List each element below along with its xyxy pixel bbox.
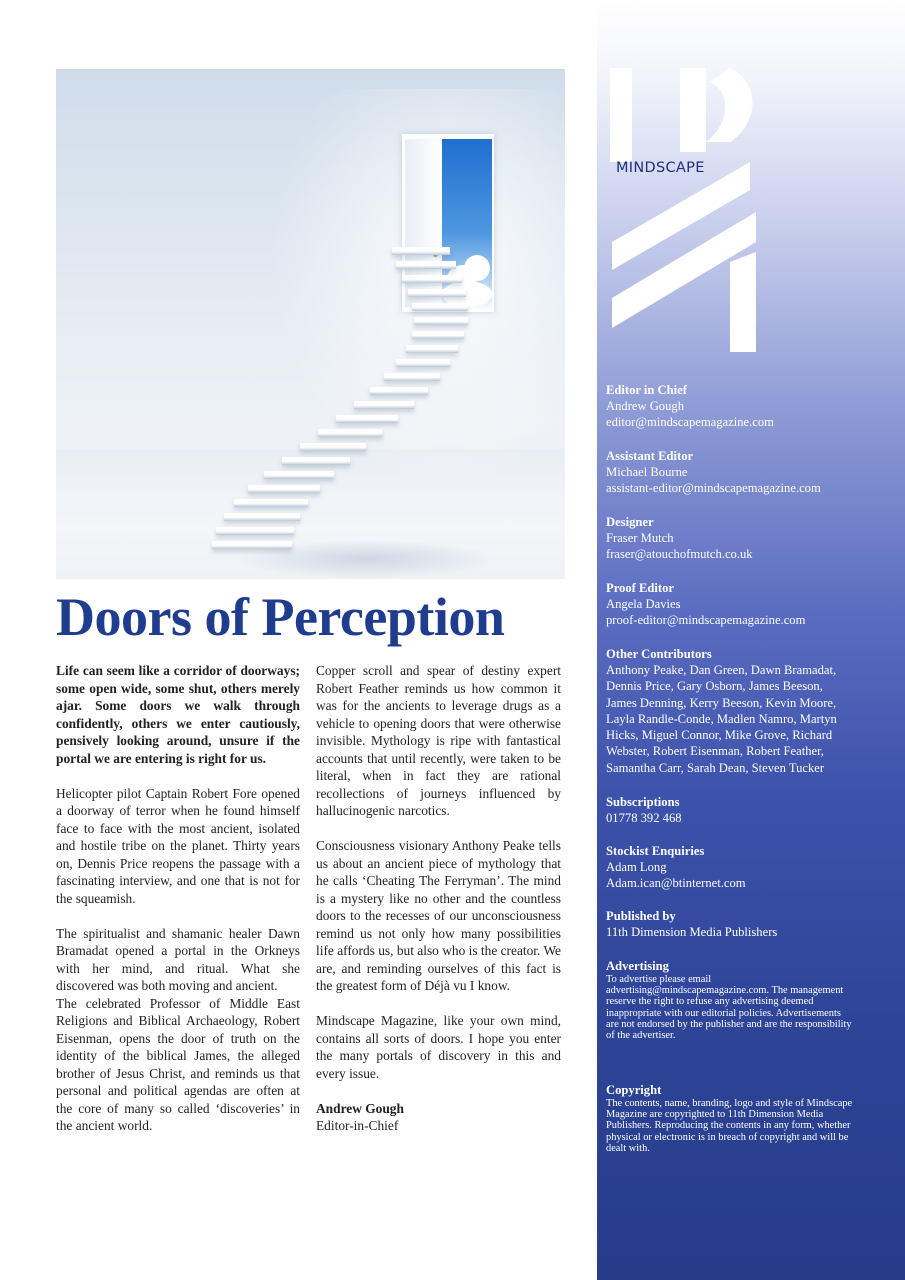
stair-step — [392, 247, 450, 255]
credit-name: Michael Bourne — [606, 465, 688, 479]
credit-heading: Proof Editor — [606, 581, 674, 595]
article-paragraph: Helicopter pilot Captain Robert Fore opened a doorway of terror when he found himself face to face with the most ancient, isolated and hostile tribe on the planet. Thirty years on, Dennis Price reopens the passage with a fascinating interview, and one that is not for the squeamish. — [56, 785, 300, 906]
article-title: Doors of Perception — [56, 587, 505, 647]
stair-step — [282, 457, 350, 465]
credit-email: fraser@atouchofmutch.co.uk — [606, 547, 753, 562]
article-right-column — [316, 662, 561, 1135]
mindscape-logo-icon — [610, 62, 760, 362]
logo-stroke — [706, 68, 753, 142]
publisher-name: 11th Dimension Media Publishers — [606, 925, 778, 939]
credit-name: Adam Long — [606, 860, 667, 874]
stair-step — [412, 303, 468, 311]
credit-assistant-editor — [606, 448, 896, 497]
stair-step — [216, 527, 294, 535]
article-left-column — [56, 662, 300, 1152]
credit-editor-in-chief — [606, 382, 896, 431]
credit-stockist-enquiries — [606, 843, 896, 892]
copyright-text: The contents, name, branding, logo and style of Mindscape Magazine are copyrighted to 11th Dimension Media Publishers. Reproducing the contents in any form, whether physical or electronic is in breach of copyright and will be dealt with. — [606, 1098, 853, 1154]
stair-step — [396, 359, 450, 367]
stair-step — [234, 499, 308, 507]
logo-stroke — [610, 68, 632, 162]
stair-step — [264, 471, 334, 479]
signature-role: Editor-in-Chief — [316, 1118, 399, 1133]
article-paragraph: Mindscape Magazine, like your own mind, contains all sorts of doors. I hope you enter the many portals of discovery in this and every issue. — [316, 1013, 561, 1081]
credit-proof-editor — [606, 580, 896, 629]
article-paragraph: The celebrated Professor of Middle East Religions and Biblical Archaeology, Robert Eisenman, opens the door of truth on the identity of the biblical James, the alleged brother of Jesus Christ, and reminds us that personal and political agendas are often at the core of many so called ‘discoveries’ in the ancient world. — [56, 995, 300, 1133]
credit-email: Adam.ican@btinternet.com — [606, 876, 746, 891]
stair-step — [396, 261, 456, 269]
article-paragraph: Consciousness visionary Anthony Peake tells us about an ancient piece of mythology that he calls ‘Cheating The Ferryman’. The mind is a mystery like no other and the countless doors to the recesses of our unconsciousness remind us not only how many possibilities life affords us, but also who is the creator. We are, and reminding ourselves of this fact is the greatest form of Déjà vu I know. — [316, 838, 561, 993]
credit-designer — [606, 514, 896, 563]
stair-step — [224, 513, 300, 521]
credit-heading: Other Contributors — [606, 647, 712, 661]
credit-heading: Copyright — [606, 1083, 662, 1097]
stair-step — [406, 345, 458, 353]
credit-name: Fraser Mutch — [606, 531, 674, 545]
credit-email: editor@mindscapemagazine.com — [606, 415, 774, 430]
stair-step — [414, 317, 468, 325]
article-paragraph: The spiritualist and shamanic healer Dawn Bramadat opened a portal in the Orkneys with her mind, and ritual. What she discovered was both moving and ancient. — [56, 925, 300, 993]
credit-subscriptions — [606, 794, 896, 826]
credit-heading: Stockist Enquiries — [606, 844, 705, 858]
stair-step — [318, 429, 382, 437]
credit-heading: Published by — [606, 909, 676, 923]
credit-other-contributors — [606, 646, 854, 776]
credit-copyright — [606, 1082, 856, 1154]
stair-step — [212, 541, 292, 549]
stair-step — [300, 443, 366, 451]
stair-step — [354, 401, 414, 409]
article-intro-paragraph: Life can seem like a corridor of doorways; some open wide, some shut, others merely ajar. Some doors we walk through confidently, others we enter cautiously, pensively looking around, unsure if the portal we are entering is right for us. — [56, 663, 300, 766]
logo-stroke — [730, 252, 756, 352]
credit-heading: Assistant Editor — [606, 449, 694, 463]
stair-step — [408, 289, 466, 297]
advertising-text: To advertise please email advertising@mindscapemagazine.com. The management reserve the right to refuse any advertising deemed inappropriate with our editorial policies. Advertisements are not endorsed by the publisher and are the responsibility of the advertiser. — [606, 974, 852, 1042]
logo-stroke — [680, 68, 706, 152]
hero-image-door-staircase — [56, 69, 565, 579]
stair-step — [384, 373, 440, 381]
article-paragraph: Copper scroll and spear of destiny expert Robert Feather reminds us how common it was for the ancients to leverage drugs as a vehicle to opening doors that were otherwise invisible. Mythology is ripe with fantastical accounts that until recently, were taken to be literal, when in fact they are rational recollections of journeys influenced by hallucinogenic narcotics. — [316, 663, 561, 818]
stair-step — [402, 275, 462, 283]
stair-step — [336, 415, 398, 423]
credit-email: proof-editor@mindscapemagazine.com — [606, 613, 806, 628]
signature-name: Andrew Gough — [316, 1100, 404, 1116]
cloud — [464, 255, 490, 281]
stair-step — [248, 485, 320, 493]
credit-heading: Editor in Chief — [606, 383, 687, 397]
stair-step — [370, 387, 428, 395]
credit-name: Angela Davies — [606, 597, 681, 611]
credit-published-by — [606, 908, 896, 940]
credit-heading: Subscriptions — [606, 795, 680, 809]
stair-step — [412, 331, 464, 339]
contributors-list: Anthony Peake, Dan Green, Dawn Bramadat, Dennis Price, Gary Osborn, James Beeson, James Denning, Kerry Beeson, Kevin Moore, Layla Randle-Conde, Madlen Namro, Martyn Hicks, Miguel Connor, Mike Grove, Richard Webster, Robert Eisenman, Robert Feather, Samantha Carr, Sarah Dean, Steven Tucker — [606, 663, 837, 775]
logo-wordmark: MINDSCAPE — [616, 160, 705, 176]
credit-email: assistant-editor@mindscapemagazine.com — [606, 481, 821, 496]
credit-name: Andrew Gough — [606, 399, 684, 413]
credit-heading: Advertising — [606, 959, 669, 973]
credit-heading: Designer — [606, 515, 654, 529]
credit-advertising — [606, 958, 856, 1041]
subscriptions-phone: 01778 392 468 — [606, 811, 682, 825]
